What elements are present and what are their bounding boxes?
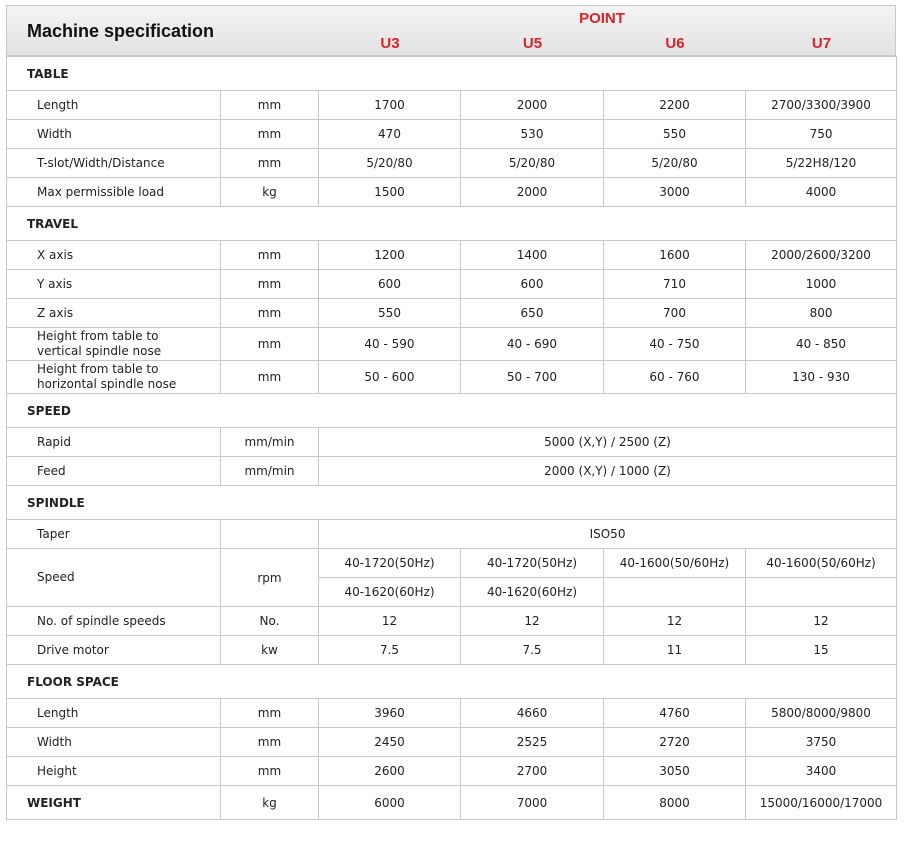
row-unit: mm bbox=[221, 270, 319, 299]
section-header bbox=[7, 486, 897, 520]
cell-value bbox=[746, 578, 897, 607]
row-unit: mm bbox=[221, 91, 319, 120]
table-row bbox=[7, 699, 897, 728]
cell-value: 600 bbox=[461, 270, 604, 299]
row-unit: mm bbox=[221, 149, 319, 178]
cell-value: 1600 bbox=[604, 241, 746, 270]
cell-value: 5/20/80 bbox=[461, 149, 604, 178]
cell-value: 50 - 600 bbox=[319, 361, 461, 394]
row-label: Length bbox=[7, 699, 221, 728]
section-title: FLOOR SPACE bbox=[7, 665, 897, 699]
section-header bbox=[7, 394, 897, 428]
cell-value: 4760 bbox=[604, 699, 746, 728]
cell-value: 11 bbox=[604, 636, 746, 665]
cell-value: 130 - 930 bbox=[746, 361, 897, 394]
cell-value: 5/20/80 bbox=[319, 149, 461, 178]
row-label-line: horizontal spindle nose bbox=[37, 377, 177, 391]
cell-value: 550 bbox=[604, 120, 746, 149]
table-row bbox=[7, 270, 897, 299]
row-label: Max permissible load bbox=[7, 178, 221, 207]
section-title: SPEED bbox=[7, 394, 897, 428]
page-title: Machine specification bbox=[27, 21, 215, 41]
cell-value: 650 bbox=[461, 299, 604, 328]
cell-value: 1400 bbox=[461, 241, 604, 270]
cell-value: 12 bbox=[604, 607, 746, 636]
table-row bbox=[7, 520, 897, 549]
cell-value: 3750 bbox=[746, 728, 897, 757]
cell-value: 6000 bbox=[319, 786, 461, 820]
cell-value: 1700 bbox=[319, 91, 461, 120]
cell-value: 5000 (X,Y) / 2500 (Z) bbox=[319, 428, 897, 457]
spec-table bbox=[6, 56, 897, 820]
section-title: TABLE bbox=[7, 57, 897, 91]
cell-value: 7.5 bbox=[319, 636, 461, 665]
table-row bbox=[7, 757, 897, 786]
row-unit: mm bbox=[221, 241, 319, 270]
cell-value: 5800/8000/9800 bbox=[746, 699, 897, 728]
weight-row bbox=[7, 786, 897, 820]
row-unit: kg bbox=[221, 178, 319, 207]
cell-value: 7.5 bbox=[461, 636, 604, 665]
cell-value: 1500 bbox=[319, 178, 461, 207]
cell-value: 8000 bbox=[604, 786, 746, 820]
row-label: No. of spindle speeds bbox=[7, 607, 221, 636]
cell-value: 2600 bbox=[319, 757, 461, 786]
cell-value: 2000/2600/3200 bbox=[746, 241, 897, 270]
row-label-line: vertical spindle nose bbox=[37, 344, 162, 358]
row-unit: mm bbox=[221, 699, 319, 728]
cell-value: 40 - 590 bbox=[319, 328, 461, 361]
section-header bbox=[7, 207, 897, 241]
row-label-line: Height from table to bbox=[37, 329, 159, 343]
row-unit: rpm bbox=[221, 549, 319, 607]
row-unit: mm bbox=[221, 757, 319, 786]
cell-value: 2200 bbox=[604, 91, 746, 120]
table-row bbox=[7, 149, 897, 178]
cell-value: 2000 bbox=[461, 91, 604, 120]
cell-value: 3000 bbox=[604, 178, 746, 207]
table-row bbox=[7, 178, 897, 207]
cell-value: 2720 bbox=[604, 728, 746, 757]
cell-value: 40-1720(50Hz) bbox=[319, 549, 461, 578]
section-title: TRAVEL bbox=[7, 207, 897, 241]
cell-value: ISO50 bbox=[319, 520, 897, 549]
table-row bbox=[7, 91, 897, 120]
row-label-line: Height from table to bbox=[37, 362, 159, 376]
row-label: T-slot/Width/Distance bbox=[7, 149, 221, 178]
cell-value: 40-1620(60Hz) bbox=[319, 578, 461, 607]
model-group-label: POINT bbox=[579, 10, 625, 27]
table-row bbox=[7, 241, 897, 270]
cell-value: 12 bbox=[461, 607, 604, 636]
row-unit bbox=[221, 520, 319, 549]
row-unit: No. bbox=[221, 607, 319, 636]
row-label: Length bbox=[7, 91, 221, 120]
cell-value: 15000/16000/17000 bbox=[746, 786, 897, 820]
cell-value: 12 bbox=[319, 607, 461, 636]
row-unit: mm/min bbox=[221, 428, 319, 457]
cell-value: 2700/3300/3900 bbox=[746, 91, 897, 120]
cell-value: 4000 bbox=[746, 178, 897, 207]
model-u5-header: U5 bbox=[522, 35, 543, 52]
table-row bbox=[7, 728, 897, 757]
row-label: Speed bbox=[7, 549, 221, 607]
cell-value: 700 bbox=[604, 299, 746, 328]
cell-value: 2000 bbox=[461, 178, 604, 207]
table-row bbox=[7, 549, 897, 578]
cell-value: 60 - 760 bbox=[604, 361, 746, 394]
cell-value: 12 bbox=[746, 607, 897, 636]
table-row bbox=[7, 636, 897, 665]
cell-value: 750 bbox=[746, 120, 897, 149]
cell-value: 5/20/80 bbox=[604, 149, 746, 178]
spec-sheet bbox=[6, 5, 896, 820]
row-unit: kw bbox=[221, 636, 319, 665]
row-unit: kg bbox=[221, 786, 319, 820]
table-row bbox=[7, 328, 897, 361]
table-row bbox=[7, 428, 897, 457]
cell-value: 40 - 850 bbox=[746, 328, 897, 361]
table-row bbox=[7, 361, 897, 394]
cell-value: 40-1600(50/60Hz) bbox=[604, 549, 746, 578]
row-label: Width bbox=[7, 120, 221, 149]
row-unit: mm bbox=[221, 361, 319, 394]
row-label: Drive motor bbox=[7, 636, 221, 665]
row-label: Rapid bbox=[7, 428, 221, 457]
section-header bbox=[7, 57, 897, 91]
spec-header bbox=[6, 5, 896, 56]
section-header bbox=[7, 665, 897, 699]
cell-value: 2450 bbox=[319, 728, 461, 757]
cell-value: 2700 bbox=[461, 757, 604, 786]
cell-value bbox=[604, 578, 746, 607]
section-title: WEIGHT bbox=[7, 786, 221, 820]
cell-value: 50 - 700 bbox=[461, 361, 604, 394]
cell-value: 470 bbox=[319, 120, 461, 149]
cell-value: 3050 bbox=[604, 757, 746, 786]
cell-value: 40-1600(50/60Hz) bbox=[746, 549, 897, 578]
cell-value: 40 - 690 bbox=[461, 328, 604, 361]
row-label: Height bbox=[7, 757, 221, 786]
table-row bbox=[7, 607, 897, 636]
row-label: Taper bbox=[7, 520, 221, 549]
cell-value: 15 bbox=[746, 636, 897, 665]
cell-value: 40 - 750 bbox=[604, 328, 746, 361]
model-u6-header: U6 bbox=[665, 35, 685, 52]
cell-value: 3400 bbox=[746, 757, 897, 786]
cell-value: 530 bbox=[461, 120, 604, 149]
cell-value: 2000 (X,Y) / 1000 (Z) bbox=[319, 457, 897, 486]
row-label: Feed bbox=[7, 457, 221, 486]
row-label: Width bbox=[7, 728, 221, 757]
model-u7-header: U7 bbox=[811, 35, 832, 52]
cell-value: 40-1720(50Hz) bbox=[461, 549, 604, 578]
cell-value: 1200 bbox=[319, 241, 461, 270]
row-label: Z axis bbox=[7, 299, 221, 328]
row-label: Y axis bbox=[7, 270, 221, 299]
cell-value: 800 bbox=[746, 299, 897, 328]
row-unit: mm bbox=[221, 328, 319, 361]
cell-value: 5/22H8/120 bbox=[746, 149, 897, 178]
cell-value: 600 bbox=[319, 270, 461, 299]
cell-value: 1000 bbox=[746, 270, 897, 299]
cell-value: 40-1620(60Hz) bbox=[461, 578, 604, 607]
cell-value: 3960 bbox=[319, 699, 461, 728]
row-label bbox=[7, 361, 221, 394]
table-row bbox=[7, 457, 897, 486]
cell-value: 550 bbox=[319, 299, 461, 328]
cell-value: 710 bbox=[604, 270, 746, 299]
section-title: SPINDLE bbox=[7, 486, 897, 520]
row-unit: mm/min bbox=[221, 457, 319, 486]
row-unit: mm bbox=[221, 299, 319, 328]
row-unit: mm bbox=[221, 120, 319, 149]
table-row bbox=[7, 299, 897, 328]
table-row bbox=[7, 120, 897, 149]
row-label bbox=[7, 328, 221, 361]
row-unit: mm bbox=[221, 728, 319, 757]
cell-value: 2525 bbox=[461, 728, 604, 757]
cell-value: 4660 bbox=[461, 699, 604, 728]
cell-value: 7000 bbox=[461, 786, 604, 820]
model-u3-header: U3 bbox=[380, 35, 400, 52]
row-label: X axis bbox=[7, 241, 221, 270]
